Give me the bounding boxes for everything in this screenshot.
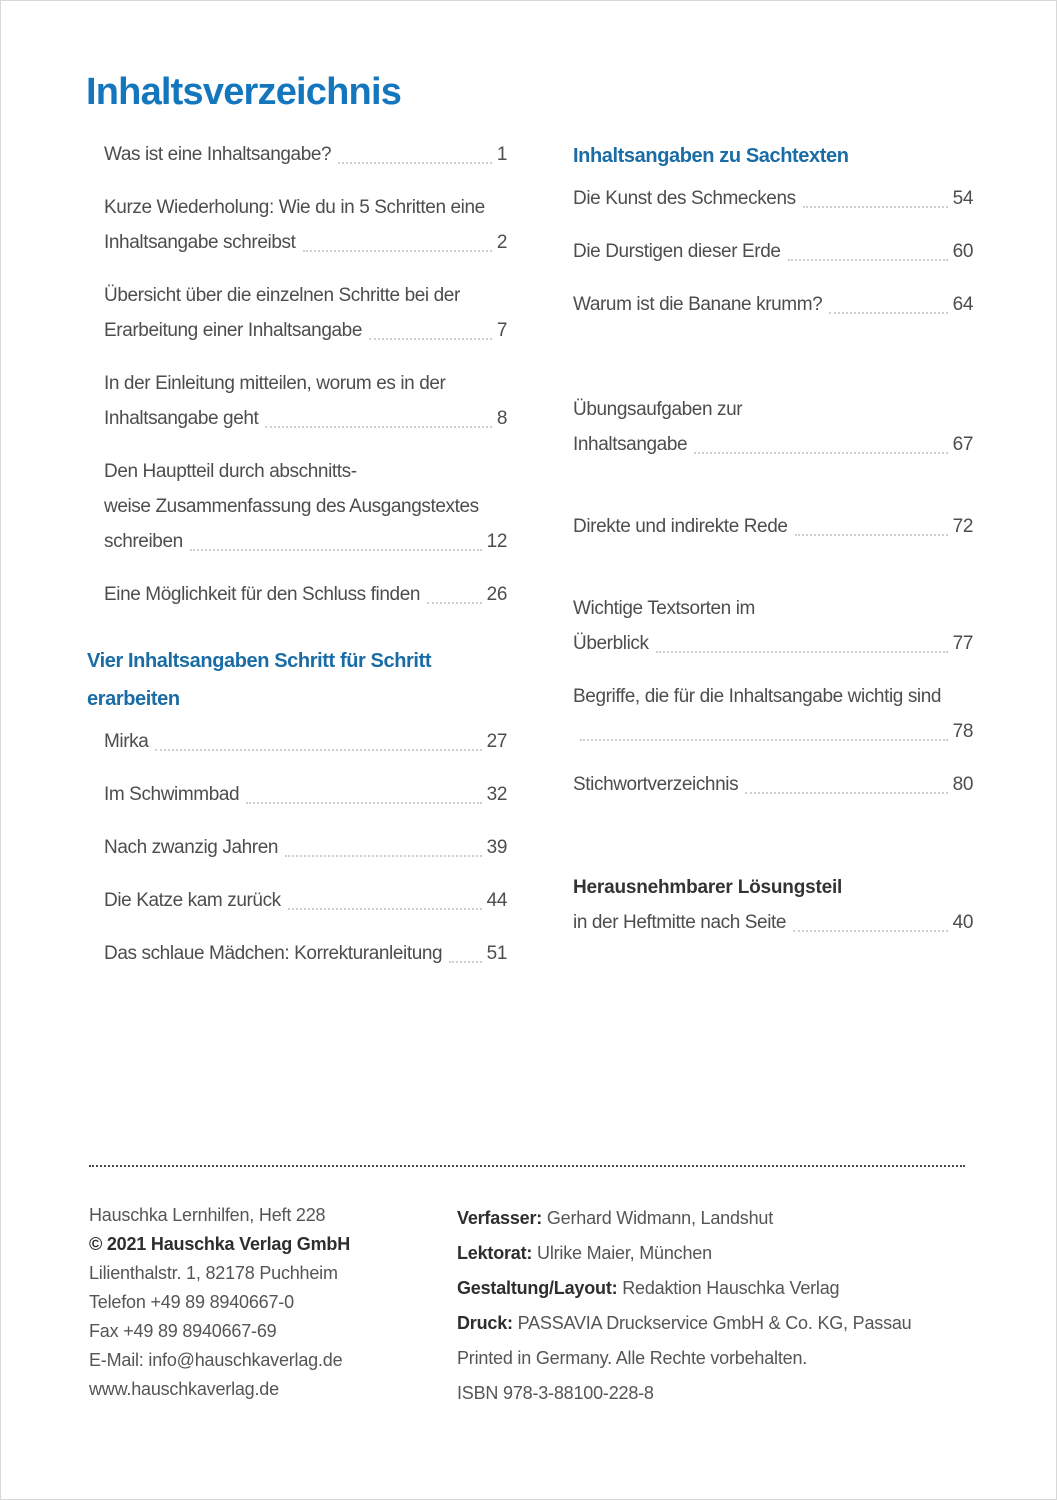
section-heading-sachtexte xyxy=(573,137,973,175)
toc-entry-line: Stichwortverzeichnis xyxy=(573,774,739,795)
toc-entry xyxy=(87,777,507,812)
toc-entry-line: Inhaltsangabe geht xyxy=(104,408,259,429)
toc-entry-line: Übersicht über die einzelnen Schritte bei der xyxy=(104,285,460,306)
page-number: 1 xyxy=(496,144,507,165)
toc-entry-line: Eine Möglichkeit für den Schluss finden xyxy=(104,584,421,605)
toc-entry xyxy=(573,591,973,661)
dotted-leader xyxy=(265,426,491,428)
dotted-leader xyxy=(246,802,481,804)
dotted-leader xyxy=(694,452,947,454)
loesungsteil-line: in der Heftmitte nach Seite xyxy=(573,912,787,933)
toc-entry-line: Warum ist die Banane krumm? xyxy=(573,294,823,315)
imprint-line xyxy=(457,1271,965,1306)
dotted-leader xyxy=(829,312,947,314)
toc-entry-line: Inhaltsangabe xyxy=(573,434,688,455)
section-heading-line: Vier Inhaltsangaben Schritt für Schritt xyxy=(87,650,432,672)
page-number: 67 xyxy=(952,434,973,455)
toc-entry-line: Die Kunst des Schmeckens xyxy=(573,188,796,209)
toc-entry xyxy=(573,392,973,462)
toc-entry-line: Was ist eine Inhaltsangabe? xyxy=(104,144,332,165)
dotted-leader xyxy=(303,250,492,252)
section-heading-vier-inhaltsangaben xyxy=(87,642,507,718)
footer-divider xyxy=(89,1165,965,1167)
page-number: 77 xyxy=(952,633,973,654)
imprint-value: Redaktion Hauschka Verlag xyxy=(617,1278,840,1298)
imprint-line: Lilienthalstr. 1, 82178 Puchheim xyxy=(89,1263,338,1283)
loesungsteil-entry xyxy=(573,870,973,940)
toc-entry xyxy=(573,679,973,749)
toc-entry-line: Inhaltsangabe schreibst xyxy=(104,232,296,253)
toc-entry-line: Übungsaufgaben zur xyxy=(573,399,743,420)
toc-columns xyxy=(87,137,1056,989)
toc-entry xyxy=(87,137,507,172)
toc-entry xyxy=(573,181,973,216)
toc-entry xyxy=(573,767,973,802)
imprint-credits-block xyxy=(457,1201,965,1411)
imprint-footer xyxy=(89,1165,965,1411)
toc-entry-line: Die Durstigen dieser Erde xyxy=(573,241,781,262)
imprint-line xyxy=(457,1201,965,1236)
imprint-publisher-block xyxy=(89,1201,457,1411)
imprint-line xyxy=(457,1306,965,1341)
dotted-leader xyxy=(288,908,482,910)
dotted-leader xyxy=(788,259,948,261)
dotted-leader xyxy=(656,651,948,653)
imprint-line: Fax +49 89 8940667-69 xyxy=(89,1321,277,1341)
dotted-leader xyxy=(745,792,947,794)
page-number: 2 xyxy=(496,232,507,253)
toc-entry xyxy=(573,287,973,322)
page-number: 44 xyxy=(486,890,507,911)
page-number: 51 xyxy=(486,943,507,964)
dotted-leader xyxy=(369,338,492,340)
imprint-line: Telefon +49 89 8940667-0 xyxy=(89,1292,294,1312)
toc-entry xyxy=(87,936,507,971)
toc-entry xyxy=(87,454,507,559)
imprint-label: Druck: xyxy=(457,1313,513,1333)
dotted-leader xyxy=(580,739,948,741)
page-number: 80 xyxy=(952,774,973,795)
imprint-label: Verfasser: xyxy=(457,1208,543,1228)
toc-entry-line: In der Einleitung mitteilen, worum es in der xyxy=(104,373,446,394)
page-number: 39 xyxy=(486,837,507,858)
section-heading-line: erarbeiten xyxy=(87,688,180,710)
toc-entry-line: Begriffe, die für die Inhaltsangabe wichtig sind xyxy=(573,686,942,707)
toc-entry-line: schreiben xyxy=(104,531,183,552)
loesungsteil-title: Herausnehmbarer Lösungsteil xyxy=(573,877,843,898)
toc-entry xyxy=(87,883,507,918)
toc-left-column xyxy=(87,137,507,989)
toc-entry xyxy=(87,278,507,348)
toc-entry xyxy=(87,190,507,260)
page-number: 64 xyxy=(952,294,973,315)
dotted-leader xyxy=(427,602,482,604)
page-number: 60 xyxy=(952,241,973,262)
toc-entry-line: Die Katze kam zurück xyxy=(104,890,281,911)
page-number: 27 xyxy=(486,731,507,752)
toc-entry xyxy=(87,577,507,612)
imprint-label: Lektorat: xyxy=(457,1243,533,1263)
imprint-label: Gestaltung/Layout: xyxy=(457,1278,618,1298)
dotted-leader xyxy=(449,961,481,963)
page-number: 8 xyxy=(496,408,507,429)
spacer xyxy=(573,562,973,591)
imprint-value: Ulrike Maier, München xyxy=(532,1243,712,1263)
dotted-leader xyxy=(795,534,948,536)
toc-entry xyxy=(573,509,973,544)
imprint-value: PASSAVIA Druckservice GmbH & Co. KG, Passau xyxy=(512,1313,912,1333)
dotted-leader xyxy=(338,162,492,164)
imprint-copyright-line: © 2021 Hauschka Verlag GmbH xyxy=(89,1234,350,1254)
dotted-leader xyxy=(285,855,482,857)
imprint-line xyxy=(457,1236,965,1271)
toc-entry xyxy=(87,830,507,865)
imprint-line xyxy=(457,1376,965,1411)
spacer xyxy=(573,480,973,509)
toc-entry-line: Direkte und indirekte Rede xyxy=(573,516,788,537)
page-number: 26 xyxy=(486,584,507,605)
toc-right-column xyxy=(573,137,973,989)
page-title: Inhaltsverzeichnis xyxy=(86,71,402,113)
page-number: 72 xyxy=(952,516,973,537)
section-heading-line: Inhaltsangaben zu Sachtexten xyxy=(573,145,849,167)
imprint-line: Hauschka Lernhilfen, Heft 228 xyxy=(89,1205,326,1225)
toc-entry-line: Mirka xyxy=(104,731,149,752)
spacer xyxy=(573,340,973,392)
toc-entry-line: Kurze Wiederholung: Wie du in 5 Schritten eine xyxy=(104,197,485,218)
imprint-value: Gerhard Widmann, Landshut xyxy=(542,1208,774,1228)
imprint-line xyxy=(457,1341,965,1376)
imprint-value: Printed in Germany. Alle Rechte vorbehalten. xyxy=(457,1348,808,1368)
toc-entry-line: weise Zusammenfassung des Ausgangstextes xyxy=(104,496,479,517)
imprint-line: E-Mail: info@hauschkaverlag.de xyxy=(89,1350,343,1370)
page-number: 12 xyxy=(486,531,507,552)
toc-entry-line: Überblick xyxy=(573,633,649,654)
dotted-leader xyxy=(155,749,481,751)
imprint-line: www.hauschkaverlag.de xyxy=(89,1379,279,1399)
page-number: 40 xyxy=(952,912,973,933)
spacer xyxy=(573,820,973,870)
page-number: 7 xyxy=(496,320,507,341)
imprint-value: ISBN 978-3-88100-228-8 xyxy=(457,1383,654,1403)
toc-entry xyxy=(87,366,507,436)
toc-entry-line: Das schlaue Mädchen: Korrekturanleitung xyxy=(104,943,443,964)
toc-entry-line: Im Schwimmbad xyxy=(104,784,240,805)
page-number: 32 xyxy=(486,784,507,805)
toc-entry xyxy=(573,234,973,269)
page-number: 78 xyxy=(952,721,973,742)
dotted-leader xyxy=(190,549,482,551)
toc-entry xyxy=(87,724,507,759)
toc-entry-line: Wichtige Textsorten im xyxy=(573,598,755,619)
dotted-leader xyxy=(803,206,948,208)
page-number: 54 xyxy=(952,188,973,209)
toc-entry-line: Erarbeitung einer Inhaltsangabe xyxy=(104,320,363,341)
toc-entry-line: Den Hauptteil durch abschnitts- xyxy=(104,461,357,482)
dotted-leader xyxy=(793,930,948,932)
toc-entry-line: Nach zwanzig Jahren xyxy=(104,837,279,858)
